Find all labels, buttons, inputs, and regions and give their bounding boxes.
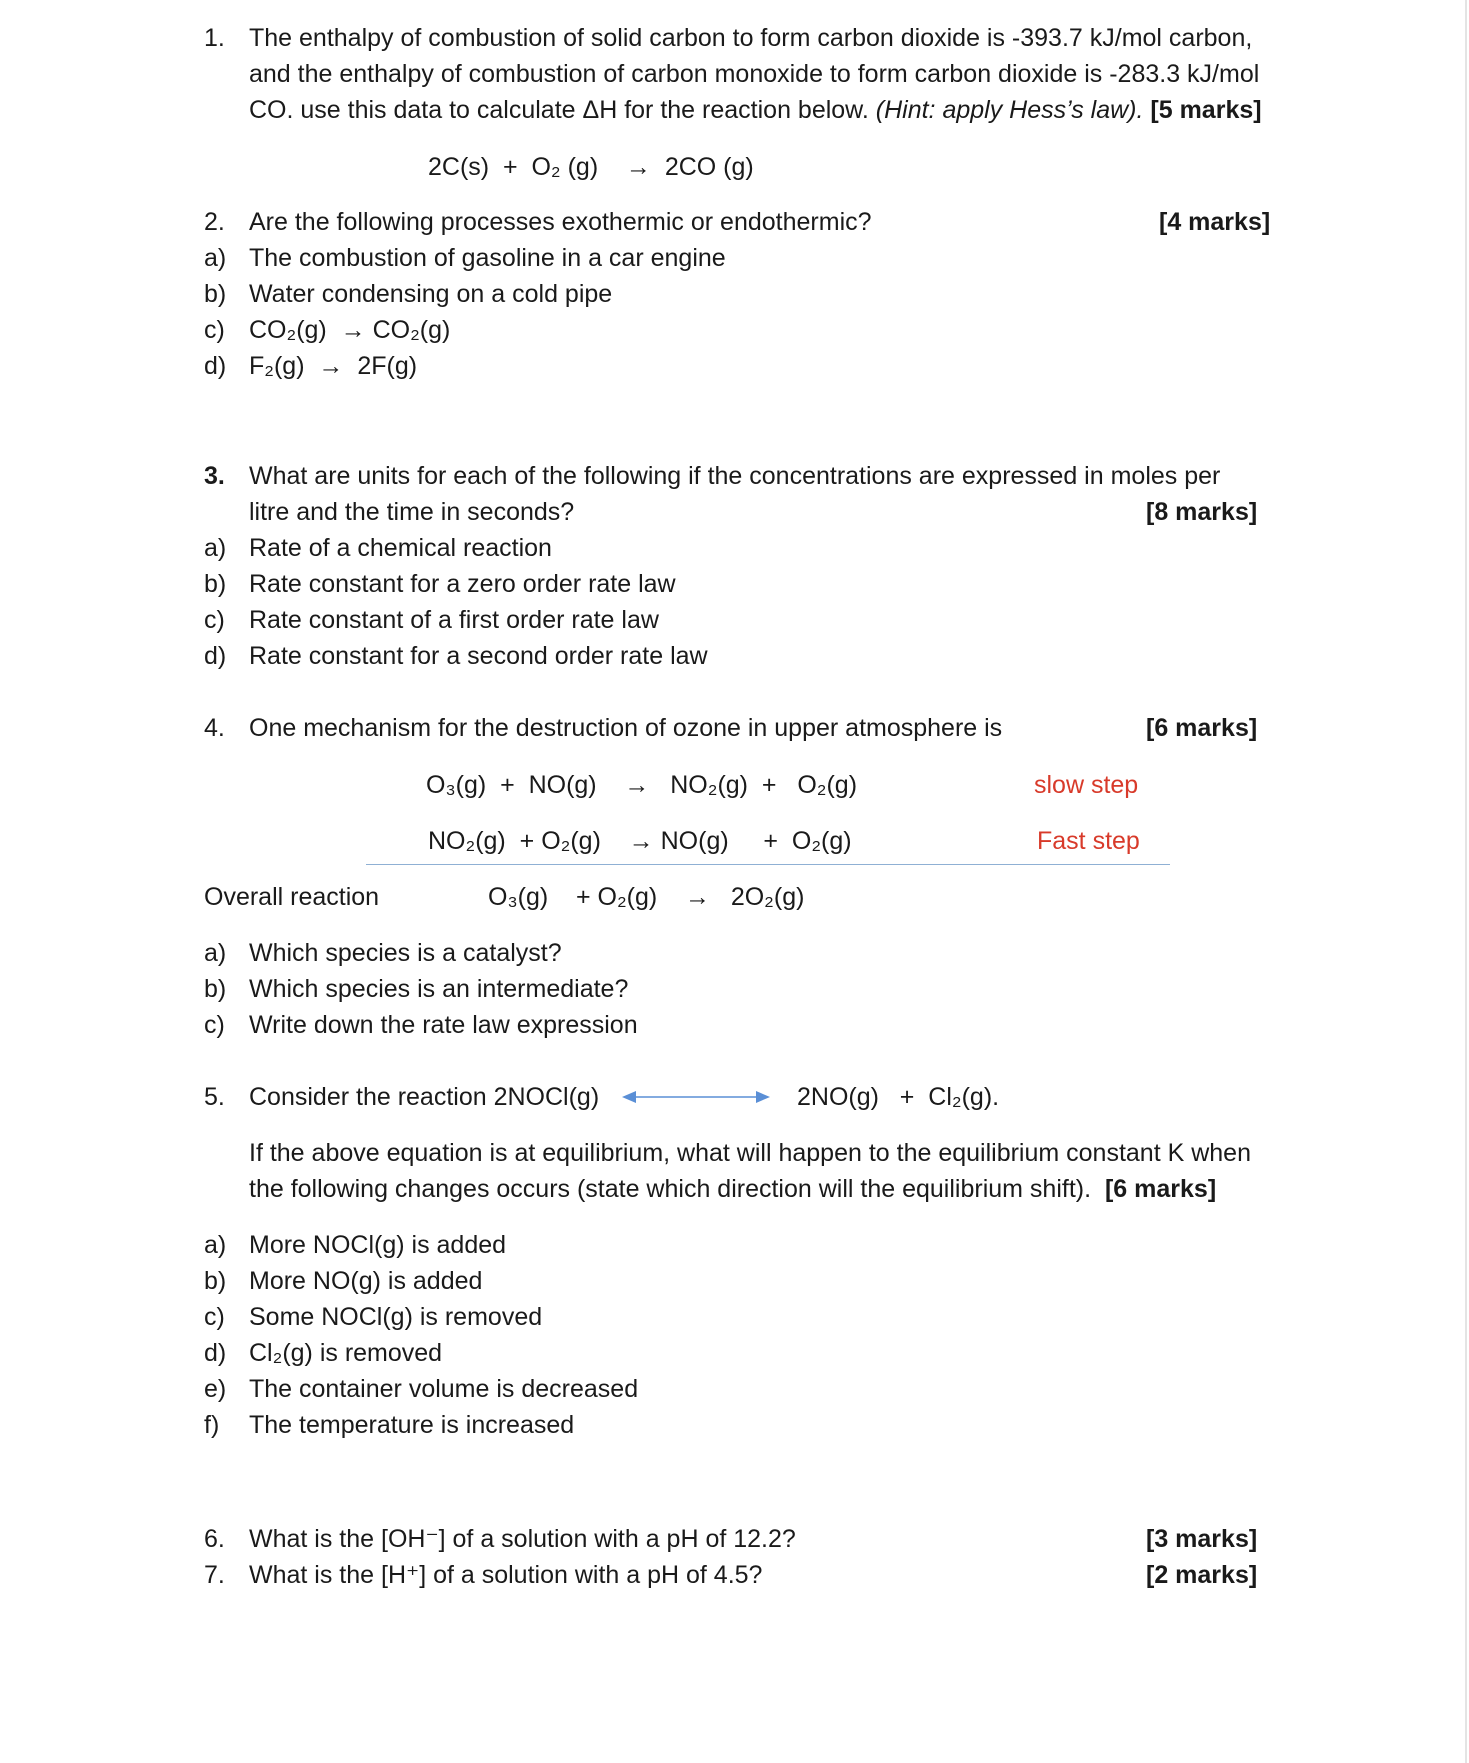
q5-marks: [6 marks] <box>1104 1175 1217 1203</box>
mechanism-divider <box>366 864 1170 865</box>
q1-marks: [5 marks] <box>1150 96 1262 124</box>
q5-item-text: More NOCl(g) is added <box>249 1231 507 1259</box>
q7-number: 7. <box>204 1561 225 1589</box>
q5-item-label: a) <box>204 1231 227 1259</box>
q4-marks: [6 marks] <box>1146 714 1258 742</box>
q6-marks: [3 marks] <box>1146 1525 1258 1553</box>
q1-line1: The enthalpy of combustion of solid carbon to form carbon dioxide is -393.7 kJ/mol carbon, <box>249 24 1253 52</box>
q5-item-text: The container volume is decreased <box>249 1375 639 1403</box>
q4-item-label: a) <box>204 939 227 967</box>
q4-step1: O₃(g) + NO(g) → NO₂(g) + O₂(g) <box>426 771 858 799</box>
q1-number: 1. <box>204 24 225 52</box>
q4-item-text: Write down the rate law expression <box>249 1011 638 1039</box>
q5-line3: the following changes occurs (state which direction will the equilibrium shift). <box>249 1175 1092 1203</box>
q2-item-text: Water condensing on a cold pipe <box>249 280 613 308</box>
q5-item-text: The temperature is increased <box>249 1411 575 1439</box>
q1-equation: 2C(s) + O₂ (g) → 2CO (g) <box>428 153 754 181</box>
q3-line2: litre and the time in seconds? <box>249 498 575 526</box>
q1-line3: CO. use this data to calculate ΔH for the reaction below. <box>249 96 869 124</box>
q4-step2: NO₂(g) + O₂(g) → NO(g) + O₂(g) <box>428 827 852 855</box>
q7-marks: [2 marks] <box>1146 1561 1258 1589</box>
q2-item-label: c) <box>204 316 225 344</box>
q4-item-label: c) <box>204 1011 225 1039</box>
q5-item-text: More NO(g) is added <box>249 1267 483 1295</box>
q3-item-text: Rate constant for a zero order rate law <box>249 570 676 598</box>
q1-line2: and the enthalpy of combustion of carbon monoxide to form carbon dioxide is -283.3 kJ/mol <box>249 60 1260 88</box>
q4-number: 4. <box>204 714 225 742</box>
q7-text: What is the [H⁺] of a solution with a pH of 4.5? <box>249 1561 763 1589</box>
q2-marks: [4 marks] <box>1159 208 1271 236</box>
q3-item-label: a) <box>204 534 227 562</box>
q4-item-text: Which species is an intermediate? <box>249 975 629 1003</box>
q4-step1-label: slow step <box>1034 771 1139 799</box>
q2-item-text: CO₂(g) → CO₂(g) <box>249 316 451 344</box>
equilibrium-arrow-icon <box>622 1087 770 1107</box>
q3-item-label: b) <box>204 570 227 598</box>
q5-item-label: c) <box>204 1303 225 1331</box>
q5-item-text: Cl₂(g) is removed <box>249 1339 443 1367</box>
q5-item-label: e) <box>204 1375 227 1403</box>
q3-item-label: d) <box>204 642 227 670</box>
q3-item-text: Rate constant for a second order rate law <box>249 642 708 670</box>
q1-line3-group <box>249 92 1262 128</box>
q3-item-label: c) <box>204 606 225 634</box>
q4-item-label: b) <box>204 975 227 1003</box>
q5-line2: If the above equation is at equilibrium, what will happen to the equilibrium constant K when <box>249 1139 1251 1167</box>
q2-item-label: a) <box>204 244 227 272</box>
overall-reaction-equation: O₃(g) + O₂(g) → 2O₂(g) <box>488 883 805 911</box>
q6-number: 6. <box>204 1525 225 1553</box>
q5-item-label: b) <box>204 1267 227 1295</box>
q2-item-label: d) <box>204 352 227 380</box>
q5-products: 2NO(g) + Cl₂(g). <box>797 1083 1000 1111</box>
q3-number: 3. <box>204 462 225 490</box>
q5-number: 5. <box>204 1083 225 1111</box>
q1-hint: (Hint: apply Hess’s law). <box>875 96 1144 124</box>
overall-reaction-label: Overall reaction <box>204 883 380 911</box>
q6-text: What is the [OH⁻] of a solution with a pH of 12.2? <box>249 1525 796 1553</box>
q3-marks: [8 marks] <box>1146 498 1258 526</box>
q3-item-text: Rate constant of a first order rate law <box>249 606 659 634</box>
q4-item-text: Which species is a catalyst? <box>249 939 562 967</box>
q2-item-label: b) <box>204 280 227 308</box>
q4-text: One mechanism for the destruction of ozone in upper atmosphere is <box>249 714 1003 742</box>
q2-number: 2. <box>204 208 225 236</box>
q2-item-text: F₂(g) → 2F(g) <box>249 352 418 380</box>
q5-item-text: Some NOCl(g) is removed <box>249 1303 543 1331</box>
q2-text: Are the following processes exothermic or endothermic? <box>249 208 872 236</box>
q5-text: Consider the reaction 2NOCl(g) <box>249 1083 600 1111</box>
q2-item-text: The combustion of gasoline in a car engine <box>249 244 726 272</box>
q4-step2-label: Fast step <box>1037 827 1140 855</box>
q5-item-label: f) <box>204 1411 220 1439</box>
q5-line3-group <box>249 1171 1216 1207</box>
q3-line1: What are units for each of the following if the concentrations are expressed in moles per <box>249 462 1221 490</box>
q3-item-text: Rate of a chemical reaction <box>249 534 552 562</box>
page-edge <box>1465 0 1467 1763</box>
q5-item-label: d) <box>204 1339 227 1367</box>
